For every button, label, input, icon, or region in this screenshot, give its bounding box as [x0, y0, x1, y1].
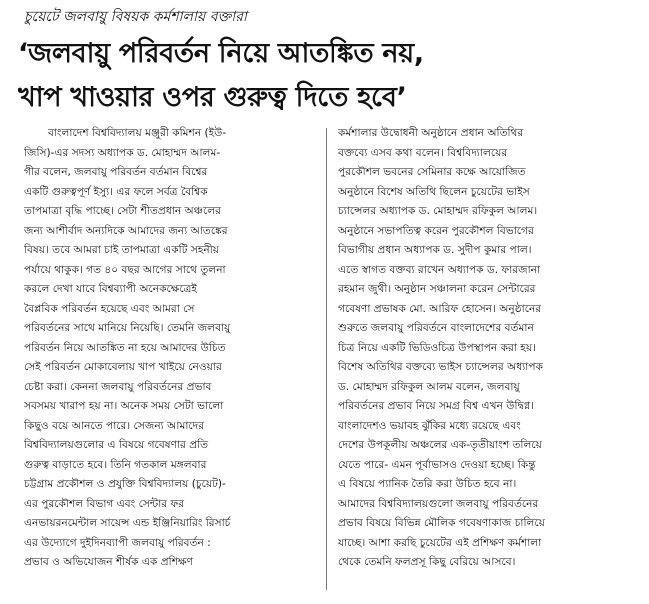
column-line: সবসময় খারাপ হয় না। অনেক সময় সেটা ভালো — [24, 400, 224, 412]
column-line: পুরকৌশল ভবনের সেমিনার কক্ষে আয়োজিত — [338, 166, 526, 178]
column-line: এর পুরকৌশল বিভাগ এবং সেন্টার ফর — [24, 497, 185, 510]
column-line: পরিবর্তন নিয়ে আতঙ্কিত না হয়ে আমাদের উচিত — [24, 341, 226, 354]
column-line: এনভায়রনমেন্টাল সায়েন্স এন্ড ইঞ্জিনিয়ারিং রিসার্চ — [24, 517, 231, 529]
column-line: এর উদ্যোগে দুইদিনব্যাপী জলবায়ু পরিবর্তন : — [24, 536, 211, 549]
column-line: চ্যান্সেলর অধ্যাপক ড. মোহাম্মদ রফিকুল আলম। — [338, 205, 538, 217]
column-line: বৈপ্লবিক পরিবর্তন হয়েছে এবং আমরা সে — [24, 302, 195, 315]
article-column-right — [338, 124, 634, 573]
column-line: দেশের উপকূলীয় অঞ্চলের এক-তৃতীয়াংশ তলিয়ে — [338, 439, 542, 451]
column-line: এতে স্বাগত বক্তব্য রাখেন অধ্যাপক ড. ফারজানা — [338, 263, 541, 276]
column-line: যাচ্ছে। আশা করছি চুয়েটের এই প্রশিক্ষণ কর্মশালা — [338, 536, 542, 549]
headline-line: খাপ খাওয়ার ওপর গুরুত্ব দিতে হবে’ — [18, 82, 407, 113]
column-line: পরিবর্তনের প্রভাব নিয়ে সমগ্র বিশ্ব এখন উদ্বিগ্ন। — [338, 400, 534, 412]
column-line: অনুষ্ঠানে সভাপতিত্ব করেন পুরকৌশল বিভাগের — [338, 224, 534, 237]
column-line: ড. মোহাম্মদ রফিকুল আলম বলেন, জলবায়ু — [338, 380, 520, 393]
column-line: গবেষণা প্রভাষক মো. আরিফ হোসেন। অনুষ্ঠানের — [338, 302, 542, 315]
column-line: থেকে তেমনি ফলপ্রসূ কিছু বেরিয়ে আসবে। — [338, 556, 516, 568]
column-line: বিশ্ববিদ্যালয়গুলোর এ বিষয়ে গবেষণার প্রতি — [24, 439, 209, 451]
column-line: একটি গুরুত্বপূর্ণ ইস্যু। এর ফলে সর্বত্র বৈশ্বিক — [24, 185, 208, 198]
column-line: চট্টগ্রাম প্রকৌশল ও প্রযুক্তি বিশ্ববিদ্যালয় (চুয়েট)- — [24, 478, 226, 490]
column-line: চেষ্টা করা। কেননা জলবায়ু পরিবর্তনের প্রভাব — [24, 380, 212, 393]
headline-line: ‘জলবায়ু পরিবর্তন নিয়ে আতঙ্কিত নয়, — [18, 38, 424, 69]
column-line: প্রভাব বিষয়ে বিভিন্ন মৌলিক গবেষণাকাজ চালিয়ে — [338, 517, 545, 529]
column-line: জিসি)-এর সদস্য অধ্যাপক ড. মোহাম্মদ আলম- — [24, 146, 221, 159]
column-line: চিত্র নিয়ে একটি ভিডিওচিত্র উপস্থাপন করা হয়। — [338, 341, 536, 354]
column-line: শুরুতে জলবায়ু পরিবর্তনে বাংলাদেশের বর্তমান — [338, 322, 534, 334]
column-line: গীর বলেন, জলবায়ু পরিবর্তন বর্তমান বিশ্বের — [24, 166, 208, 178]
column-line: যেতে পারে- এমন পূর্বাভাসও দেওয়া হচ্ছে। কিন্তু — [338, 458, 536, 471]
column-line: এ বিষয়ে প্যানিক তৈরি করা উচিত হবে না। — [338, 478, 517, 490]
column-divider — [326, 128, 327, 590]
article-headline — [18, 32, 638, 120]
column-line: অনুষ্ঠানে বিশেষ অতিথি ছিলেন চুয়েটের ভাইস — [338, 185, 530, 198]
column-line: পরিবর্তনের সাথে মানিয়ে নিয়েছি। তেমনি জলবায়ু — [24, 322, 231, 334]
article-column-left — [24, 124, 320, 573]
column-line: গুরুত্ব বাড়াতে হবে। তিনি গতকাল মঙ্গলবার — [24, 458, 207, 471]
column-line: বাংলাদেশ বিশ্ববিদ্যালয় মঞ্জুরী কমিশন (ইউ- — [48, 127, 227, 139]
column-line: সেই পরিবর্তন মোকাবেলায় খাপ খাইয়ে নেওয়ার — [24, 361, 222, 373]
column-line: বক্তব্যে এসব কথা বলেন। বিশ্ববিদ্যালয়ের — [338, 146, 508, 159]
column-line: করলে দেখা যাবে বিশ্বব্যাপী অনেকক্ষেত্রেই — [24, 283, 197, 295]
column-line: রহমান জুথী। অনুষ্ঠান সঞ্চালনা করেন সেন্টারের — [338, 283, 536, 295]
column-line: তাপমাত্রা বৃদ্ধি পাচ্ছে। সেটা শীতপ্রধান অঞ্চলের — [24, 205, 221, 217]
column-line: কিছুও বয়ে আনতে পারে। সেজন্য আমাদের — [24, 419, 205, 432]
column-line: জন্য আশীর্বাদ অন্যদিকে আমাদের জন্য আতঙ্কের — [24, 224, 228, 237]
article-kicker: চুয়েটে জলবায়ু বিষয়ক কর্মশালায় বক্তারা — [24, 9, 247, 25]
column-line: কর্মশালার উদ্বোধনী অনুষ্ঠানে প্রধান অতিথির — [338, 127, 524, 139]
column-line: বিষয়। তবে আমরা চাই তাপমাত্রা একটি সহনীয় — [24, 244, 219, 256]
column-line: বাংলাদেশও ভয়াবহ ঝুঁকির মধ্যে রয়েছে এবং — [338, 419, 521, 432]
column-line: প্রভাব ও অভিযোজন শীর্ষক এক প্রশিক্ষণ — [24, 556, 193, 568]
column-line: আমাদের বিশ্ববিদ্যালয়গুলো জলবায়ু পরিবর্তনের — [338, 497, 539, 510]
column-line: পর্যায়ে থাকুক। গত ৪০ বছর আগের সাথে তুলনা — [24, 263, 226, 276]
column-line: বিভাগীয় প্রধান অধ্যাপক ড. সুদীপ কুমার পাল। — [338, 244, 532, 256]
column-line: বিশেষ অতিথির বক্তব্যে ভাইস চ্যান্সেলর অধ্যাপক — [338, 361, 543, 373]
